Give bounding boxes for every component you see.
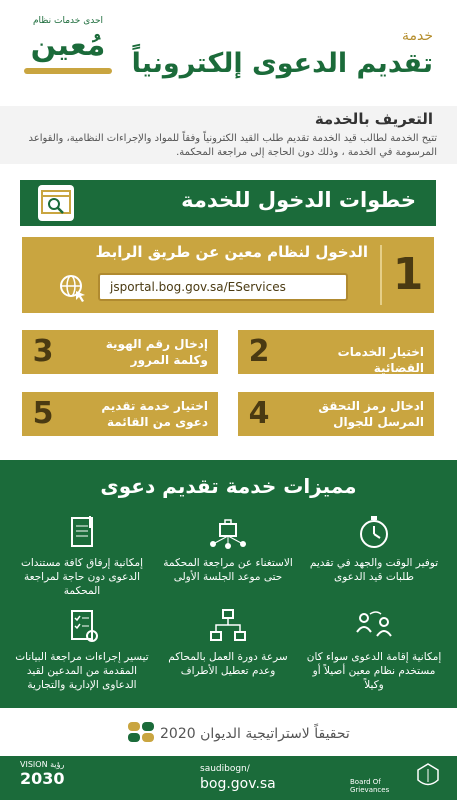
step-3-text: إدخال رقم الهوية وكلمة المرور xyxy=(105,337,208,367)
feature-item xyxy=(304,608,444,692)
step-1 xyxy=(22,237,434,313)
checklist-icon xyxy=(62,608,102,644)
people-exchange-icon xyxy=(354,608,394,644)
feature-text: تيسير إجراءات مراجعة البيانات المقدمة من المدعين لقيد الدعاوى الإدارية والتجارية xyxy=(15,651,149,691)
footer xyxy=(0,756,457,800)
step-4 xyxy=(238,392,434,436)
header xyxy=(0,0,457,100)
service-label: خدمة xyxy=(401,28,433,44)
step-2 xyxy=(238,330,434,374)
vision-year: 2030 xyxy=(20,769,65,788)
feature-item xyxy=(12,608,152,692)
stopwatch-icon xyxy=(354,514,394,550)
feature-text: الاستغناء عن مراجعة المحكمة حتى موعد الجلسة الأولى xyxy=(163,557,293,583)
website-link[interactable]: bog.gov.sa xyxy=(200,776,276,792)
brand-logo xyxy=(18,16,118,86)
strategy-bar xyxy=(0,710,457,756)
feature-text: توفير الوقت والجهد في تقديم طلبات قيد الدعوى xyxy=(309,557,439,583)
step-4-number: 4 xyxy=(248,396,270,431)
features-section xyxy=(0,460,457,708)
step-1-divider xyxy=(380,245,382,305)
step-4-text: ادخال رمز التحقق المرسل للجوال xyxy=(318,399,424,429)
org-english-name: Board Of Grievances xyxy=(350,778,390,794)
strategy-text: تحقيقاً لاستراتيجية الديوان 2020 xyxy=(160,726,350,742)
social-handle: saudibogn/ xyxy=(200,764,250,774)
feature-text: إمكانية إقامة الدعوى سواء كان مستخدم نظام معين أصيلاً أو وكيلاً xyxy=(306,651,442,691)
about-title: التعريف بالخدمة xyxy=(314,110,433,128)
service-url-link[interactable]: jsportal.bog.gov.sa/EServices xyxy=(98,273,348,301)
step-5-number: 5 xyxy=(32,396,54,431)
feature-text: سرعة دورة العمل بالمحاكم وعدم تعطيل الأطراف xyxy=(168,651,288,677)
feature-item xyxy=(158,608,298,678)
feature-item xyxy=(304,514,444,584)
step-2-number: 2 xyxy=(248,334,270,369)
feature-item xyxy=(158,514,298,584)
feature-item xyxy=(12,514,152,598)
step-2-text: اختيار الخدمات القضائية xyxy=(337,345,424,375)
vision-label: VISION رؤية xyxy=(20,760,65,769)
workflow-icon xyxy=(208,608,248,644)
globe-click-icon xyxy=(58,273,88,303)
step-5-text: اختيار خدمة تقديم دعوى من القائمة xyxy=(101,399,208,429)
brand-underline xyxy=(24,68,112,74)
feature-text: إمكانية إرفاق كافة مستندات الدعوى دون حاجة لمراجعة المحكمة xyxy=(20,557,144,597)
step-1-text: الدخول لنظام معين عن طريق الرابط xyxy=(95,243,368,261)
browser-search-icon xyxy=(38,185,74,221)
document-attach-icon xyxy=(62,514,102,550)
vision-2030-logo xyxy=(20,760,70,796)
step-1-number: 1 xyxy=(392,249,424,300)
briefcase-network-icon xyxy=(208,514,248,550)
steps-banner xyxy=(20,180,436,226)
brand-name: مُعين xyxy=(30,28,106,63)
strategy-logo-icon xyxy=(126,718,156,746)
about-section xyxy=(0,106,457,164)
steps-title: خطوات الدخول للخدمة xyxy=(181,188,416,212)
features-title: مميزات خدمة تقديم دعوى xyxy=(100,474,357,498)
about-text: تتيح الخدمة لطالب قيد الخدمة تقديم طلب القيد الكترونياً وفقاً للمواد والإجراءات النظامية، والقواعد المرسومة في الخدمة ، وذلك دون الحاجة إلى مراجعة المحكمة. xyxy=(28,133,437,158)
step-5 xyxy=(22,392,218,436)
board-of-grievances-logo xyxy=(350,762,440,794)
step-3-number: 3 xyxy=(32,334,54,369)
brand-tagline: احدى خدمات نظام xyxy=(32,16,104,26)
step-3 xyxy=(22,330,218,374)
service-title: تقديم الدعوى إلكترونياً xyxy=(131,48,433,79)
